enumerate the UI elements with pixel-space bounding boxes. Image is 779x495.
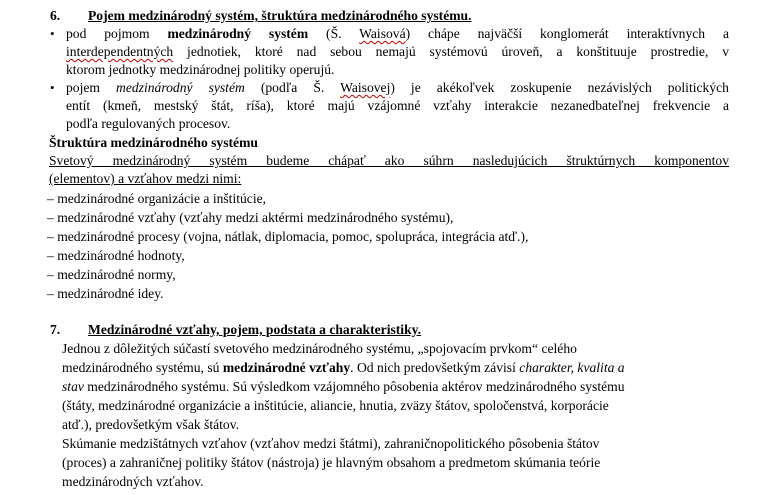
component-item: – medzinárodné procesy (vojna, nátlak, diplomacia, pomoc, spolupráca, integrácia atď.), [47, 229, 529, 244]
section-6-title: Pojem medzinárodný systém, štruktúra medzinárodného systému. [88, 8, 472, 23]
component-item: – medzinárodné idey. [47, 286, 164, 301]
component-item: – medzinárodné normy, [47, 267, 176, 282]
section-7-paragraph-2-line-3: medzinárodných vzťahov. [62, 474, 204, 489]
section-7-paragraph-2-line-1: Skúmanie medzištátnych vzťahov (vzťahov medzi štátmi), zahraničnopolitického pôsobenia štátov [62, 436, 600, 451]
bullet-2-line-1: pojem medzinárodný systém (podľa Š. Waisovej) je akékoľvek zoskupenie nezávislých politických [66, 80, 729, 95]
section-7-paragraph-1-line-1: Jednou z dôležitých súčastí svetového medzinárodného systému, „spojovacím prvkom“ celého [62, 341, 577, 356]
component-item: – medzinárodné organizácie a inštitúcie, [47, 191, 267, 206]
bullet-2-line-2: entít (kmeň, mestský štát, ríša), ktoré majú vzájomné vzťahy interakcie nezanedbateľnej frekvencie a [66, 98, 729, 113]
section-7-paragraph-1-line-4: (štáty, medzinárodné organizácie a inštitúcie, aliancie, hnutia, zväzy štátov, spoločenstvá, korporácie [62, 398, 609, 413]
bullet-2-icon: • [50, 80, 55, 95]
section-7-number: 7. [50, 322, 61, 337]
bullet-1-line-1: pod pojmom medzinárodný systém (Š. Waisová) chápe najväčší konglomerát interaktívnych a [66, 26, 729, 41]
structure-intro-line-1: Svetový medzinárodný systém budeme chápať ako súhrn nasledujúcich štruktúrnych komponentov [49, 153, 729, 168]
bullet-1-icon: • [50, 26, 55, 41]
section-6-number: 6. [50, 8, 61, 23]
bullet-1-line-2: interdependentných jednotiek, ktoré nad sebou nemajú systémovú úroveň, a konštituuje prostredie, v [66, 44, 729, 59]
component-item: – medzinárodné hodnoty, [47, 248, 185, 263]
component-item: – medzinárodné vzťahy (vzťahy medzi aktérmi medzinárodného systému), [47, 210, 454, 225]
structure-intro-line-2: (elementov) a vzťahov medzi nimi: [49, 171, 242, 186]
section-7-paragraph-1-line-3: stav medzinárodného systému. Sú výsledkom vzájomného pôsobenia aktérov medzinárodného systému [62, 379, 625, 394]
section-7-paragraph-2-line-2: (proces) a zahraničnej politiky štátov (nástroja) je hlavným obsahom a predmetom skúmania teórie [62, 455, 601, 470]
structure-subheading: Štruktúra medzinárodného systému [49, 135, 258, 150]
bullet-2-line-3: podľa regulovaných procesov. [66, 116, 231, 131]
section-7-paragraph-1-line-2: medzinárodného systému, sú medzinárodné vzťahy. Od nich predovšetkým závisí charakter, kvalita a [62, 360, 625, 375]
section-7-paragraph-1-line-5: atď.), predovšetkým však štátov. [62, 417, 240, 432]
section-7-title: Medzinárodné vzťahy, pojem, podstata a charakteristiky. [88, 322, 422, 337]
bullet-1-line-3: ktorom jednotky medzinárodnej politiky operujú. [66, 62, 335, 77]
